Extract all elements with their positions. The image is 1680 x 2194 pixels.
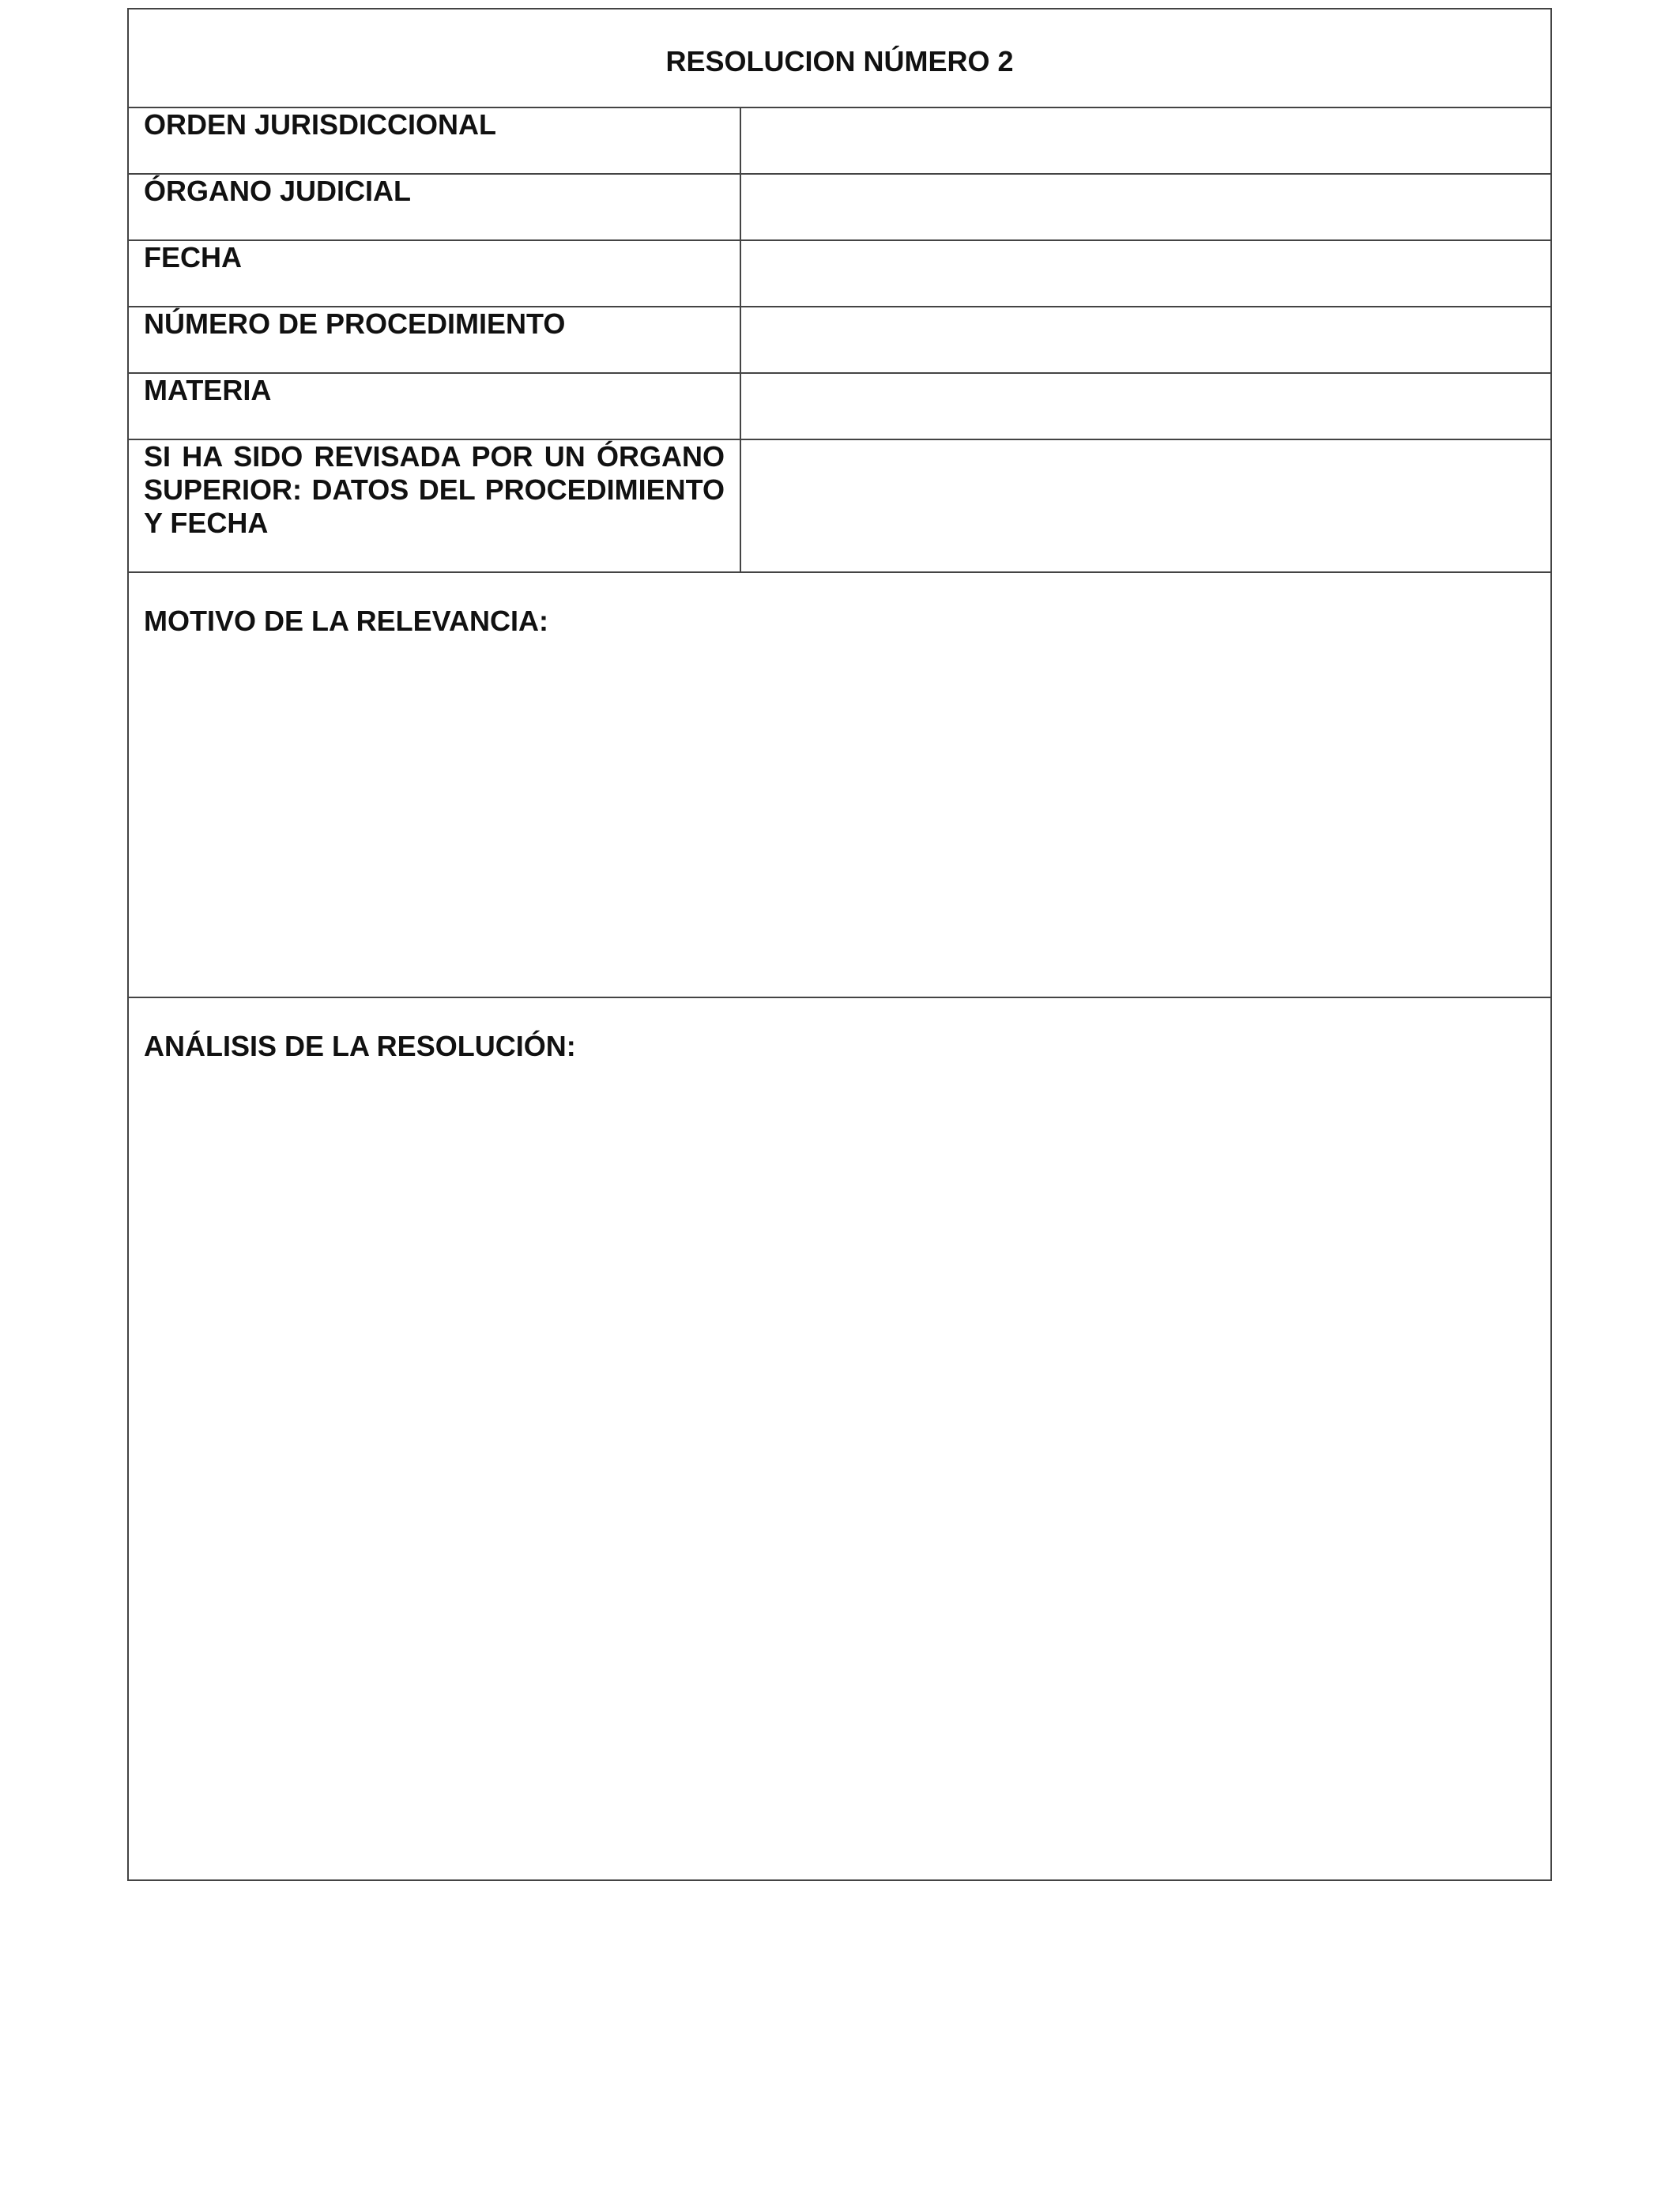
title-row	[129, 9, 1550, 108]
label-revision-superior: SI HA SIDO REVISADA POR UN ÓRGANO SUPERIOR: DATOS DEL PROCEDIMIENTO Y FECHA	[129, 440, 741, 571]
value-materia[interactable]	[741, 374, 1550, 439]
value-organo-judicial[interactable]	[741, 175, 1550, 239]
label-materia: MATERIA	[129, 374, 741, 439]
label-organo-judicial: ÓRGANO JUDICIAL	[129, 175, 741, 239]
label-orden-jurisdiccional: ORDEN JURISDICCIONAL	[129, 108, 741, 173]
row-organo-judicial	[129, 175, 1550, 241]
row-revision-superior	[129, 440, 1550, 573]
analisis-resolucion-heading: ANÁLISIS DE LA RESOLUCIÓN:	[144, 1030, 576, 1062]
row-materia	[129, 374, 1550, 440]
value-orden-jurisdiccional[interactable]	[741, 108, 1550, 173]
form-title: RESOLUCION NÚMERO 2	[665, 44, 1014, 77]
section-analisis-resolucion[interactable]	[129, 998, 1550, 1879]
motivo-relevancia-heading: MOTIVO DE LA RELEVANCIA:	[144, 605, 548, 637]
row-orden-jurisdiccional	[129, 108, 1550, 175]
value-fecha[interactable]	[741, 241, 1550, 306]
label-numero-procedimiento: NÚMERO DE PROCEDIMIENTO	[129, 307, 741, 372]
resolution-form	[127, 8, 1552, 1881]
value-numero-procedimiento[interactable]	[741, 307, 1550, 372]
row-numero-procedimiento	[129, 307, 1550, 374]
row-fecha	[129, 241, 1550, 307]
label-fecha: FECHA	[129, 241, 741, 306]
section-motivo-relevancia[interactable]	[129, 573, 1550, 998]
value-revision-superior[interactable]	[741, 440, 1550, 571]
